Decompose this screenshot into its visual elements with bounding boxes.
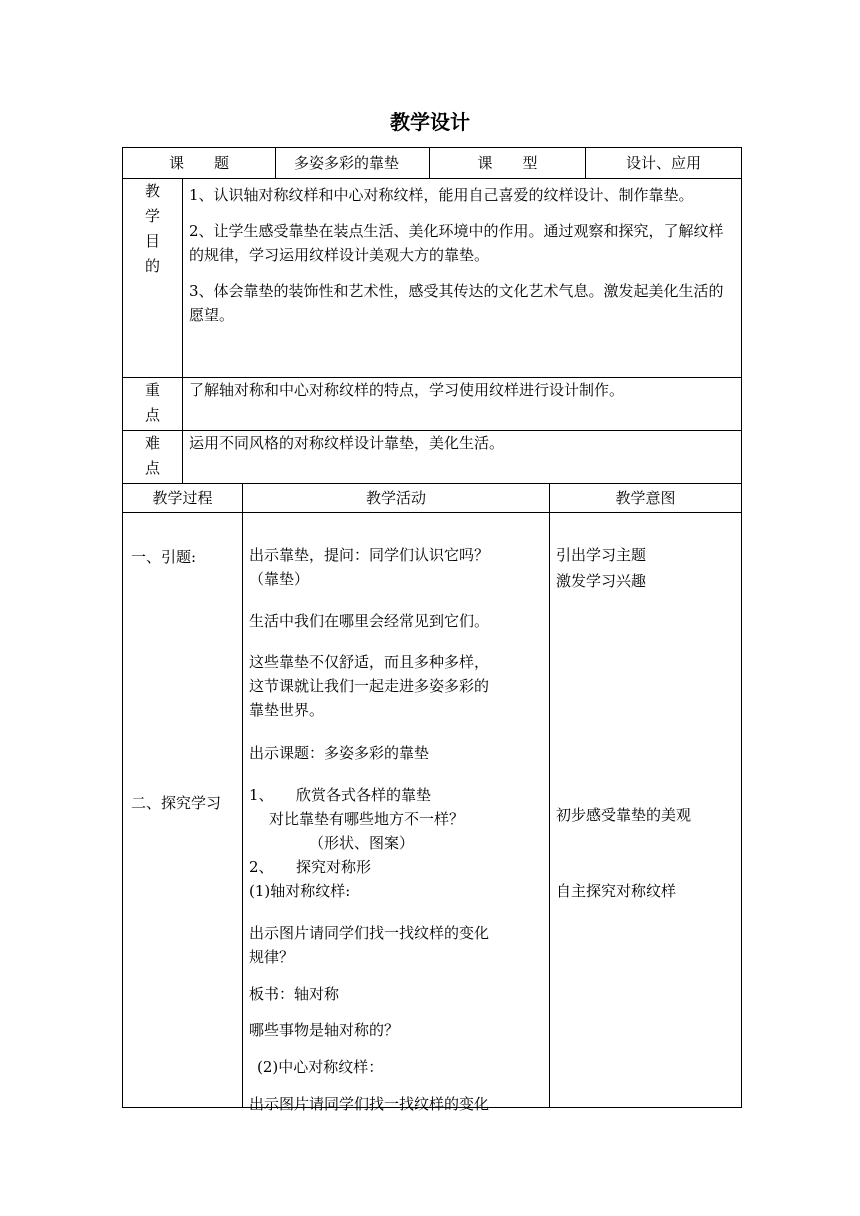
objective-item: 2、让学生感受靠垫在装点生活、美化环境中的作用。通过观察和探究，了解纹样的规律，学习运用纹样设计美观大方的靠垫。: [189, 222, 724, 264]
difficulties-row: [123, 431, 742, 484]
activity-line: (1)轴对称纹样:: [249, 882, 351, 900]
activity-line: 出示课题：多姿多彩的靠垫: [249, 744, 430, 762]
activity-line: 生活中我们在哪里会经常见到它们。: [249, 612, 490, 630]
key-points-content: 了解轴对称和中心对称纹样的特点，学习使用纹样进行设计制作。: [183, 378, 742, 431]
activity-line: (2)中心对称纹样：: [257, 1058, 384, 1076]
activity-line: 板书：轴对称: [249, 985, 340, 1003]
intent-line: 引出学习主题: [556, 546, 647, 564]
activity-line: 出示图片请同学们找一找纹样的变化: [249, 1095, 490, 1113]
process-body-row: [123, 513, 742, 1108]
objectives-row: [123, 179, 742, 378]
header-row: [123, 148, 742, 179]
stage-cell: [123, 513, 243, 1108]
activity-line: （靠垫）: [249, 570, 310, 588]
activity-line: （形状、图案）: [309, 834, 415, 852]
objective-item: 3、体会靠垫的装饰性和艺术性，感受其传达的文化艺术气息。激发起美化生活的愿望。: [189, 282, 724, 324]
difficulties-label: 难 点: [123, 431, 183, 484]
header-intent: 教学意图: [550, 484, 742, 513]
topic-value: 多姿多彩的靠垫: [276, 148, 430, 179]
activity-line: 规律？: [249, 948, 295, 966]
activity-line: 2、 探究对称形: [249, 858, 372, 876]
objectives-label: 教 学 目 的: [123, 179, 183, 378]
activity-line: 这些靠垫不仅舒适，而且多种多样，: [249, 653, 490, 671]
activity-line: 1、 欣赏各式各样的靠垫: [249, 786, 432, 804]
process-table: [122, 483, 742, 1113]
stage-intro: 一、引题:: [131, 548, 197, 566]
intent-line: 初步感受靠垫的美观: [556, 806, 692, 824]
page-title: 教学设计: [390, 110, 470, 134]
lesson-info-table: [122, 147, 742, 484]
header-activity: 教学活动: [243, 484, 550, 513]
activity-line: 哪些事物是轴对称的？: [249, 1021, 400, 1039]
activity-line: 出示图片请同学们找一找纹样的变化: [249, 924, 490, 942]
intent-cell: [550, 513, 742, 1108]
activity-line: 对比靠垫有哪些地方不一样？: [269, 810, 465, 828]
intent-line: 激发学习兴趣: [556, 572, 647, 590]
key-points-row: [123, 378, 742, 431]
header-process: 教学过程: [123, 484, 243, 513]
type-value: 设计、应用: [586, 148, 742, 179]
activity-cell: [243, 513, 550, 1113]
difficulties-content: 运用不同风格的对称纹样设计靠垫，美化生活。: [183, 431, 742, 484]
process-header-row: [123, 484, 742, 513]
activity-line: 这节课就让我们一起走进多姿多彩的: [249, 677, 490, 695]
stage-explore: 二、探究学习: [131, 794, 222, 812]
objectives-content: [183, 179, 742, 378]
intent-line: 自主探究对称纹样: [556, 882, 677, 900]
activity-line: 靠垫世界。: [249, 701, 325, 719]
objective-item: 1、认识轴对称纹样和中心对称纹样，能用自己喜爱的纹样设计、制作靠垫。: [189, 186, 694, 204]
type-label: 课 型: [430, 148, 586, 179]
key-points-label: 重 点: [123, 378, 183, 431]
activity-line: 出示靠垫，提问：同学们认识它吗？: [249, 546, 490, 564]
topic-label: 课 题: [123, 148, 276, 179]
